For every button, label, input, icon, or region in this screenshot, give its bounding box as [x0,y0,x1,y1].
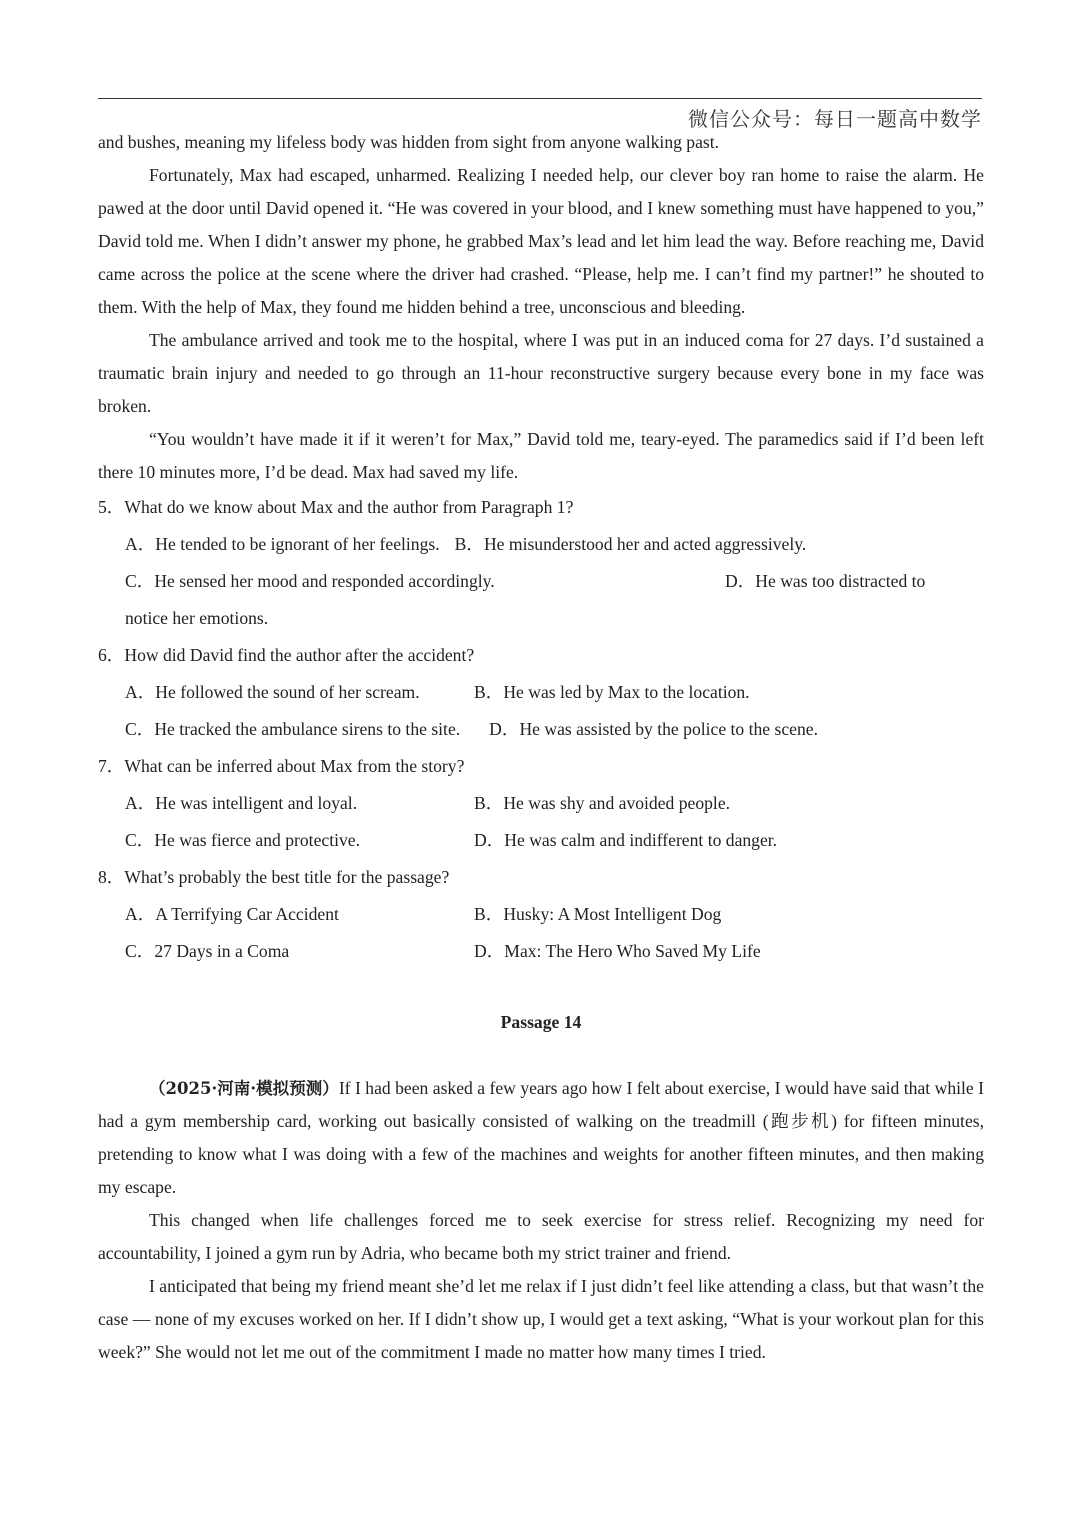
paragraph: and bushes, meaning my lifeless body was hidden from sight from anyone walking past. [98,132,720,152]
option-d: D．He was calm and indifferent to danger. [474,830,778,850]
options [98,526,984,600]
paragraph: I anticipated that being my friend meant she’d let me relax if I just didn’t feel like attending a class, but that wasn’t the case — none of my excuses worked on her. If I didn’t show up, I would get a text asking, “What is your workout plan for this week?” She would not let me out of the commitment I made no matter how many times I tried. [98,1276,984,1362]
option-d-continued: notice her emotions. [125,608,269,628]
paragraph-text: If I had been asked a few years ago how I felt about exercise, I would have said that while I had a gym membership card, working out basically consisted of walking on the treadmill (跑步机) for fifteen minutes, pretending to know what I was doing with a few of the machines and weights for another fifteen minutes, and then making my escape. [98,1078,984,1197]
option-c: C．He sensed her mood and responded accordingly. [125,571,495,591]
option-a: A．He was intelligent and loyal. [125,793,358,813]
option-c: C．He tracked the ambulance sirens to the site. [125,719,461,739]
question-stem: 5．What do we know about Max and the author from Paragraph 1? [98,497,574,517]
option-b: B．He misunderstood her and acted aggressively. [454,534,807,554]
question-7 [98,748,984,859]
question-stem: 7．What can be inferred about Max from the story? [98,756,465,776]
option-a: A．He followed the sound of her scream. [125,682,420,702]
options [98,674,984,748]
paragraph: The ambulance arrived and took me to the hospital, where I was put in an induced coma for 27 days. I’d sustained a traumatic brain injury and needed to go through an 11-hour reconstructive surgery because every bone in my face was broken. [98,330,984,416]
header-rule [98,98,982,99]
question-8 [98,859,984,970]
question-6 [98,637,984,748]
option-row [125,896,984,933]
paragraph [98,1072,984,1204]
option-row [125,526,984,563]
source-tag: （2025·河南·模拟预测） [149,1079,339,1098]
option-b: B．He was shy and avoided people. [474,793,731,813]
option-a: A．He tended to be ignorant of her feelings. [125,534,440,554]
paragraph: This changed when life challenges forced me to seek exercise for stress relief. Recognizing my need for accountability, I joined a gym run by Adria, who became both my strict trainer and friend. [98,1210,984,1263]
passage-title: Passage 14 [500,1012,582,1032]
option-b: B．He was led by Max to the location. [474,682,750,702]
page-content [98,126,984,1369]
question-stem: 8．What’s probably the best title for the passage? [98,867,450,887]
option-row [125,822,984,859]
header-watermark: 微信公众号：每日一题高中数学 [688,107,982,131]
paragraph: “You wouldn’t have made it if it weren’t for Max,” David told me, teary-eyed. The paramedics said if I’d been left there 10 minutes more, I’d be dead. Max had saved my life. [98,429,984,482]
options [98,896,984,970]
option-d: D．He was assisted by the police to the scene. [489,719,818,739]
option-row [125,933,984,970]
option-d: D．Max: The Hero Who Saved My Life [474,941,761,961]
question-stem: 6．How did David find the author after the accident? [98,645,475,665]
option-d: D．He was too distracted to [725,571,926,591]
option-row [125,563,984,600]
option-row [125,674,984,711]
question-5 [98,489,984,637]
option-c: C．27 Days in a Coma [125,941,290,961]
options [98,785,984,859]
option-a: A．A Terrifying Car Accident [125,904,339,924]
option-c: C．He was fierce and protective. [125,830,360,850]
option-b: B．Husky: A Most Intelligent Dog [474,904,722,924]
paragraph: Fortunately, Max had escaped, unharmed. Realizing I needed help, our clever boy ran home to raise the alarm. He pawed at the door until David opened it. “He was covered in your blood, and I knew something must have happened to you,” David told me. When I didn’t answer my phone, he grabbed Max’s lead and let him lead the way. Before reaching me, David came across the police at the scene where the driver had crashed. “Please, help me. I can’t find my partner!” he shouted to them. With the help of Max, they found me hidden behind a tree, unconscious and bleeding. [98,165,984,317]
option-row [125,785,984,822]
option-row [125,711,984,748]
